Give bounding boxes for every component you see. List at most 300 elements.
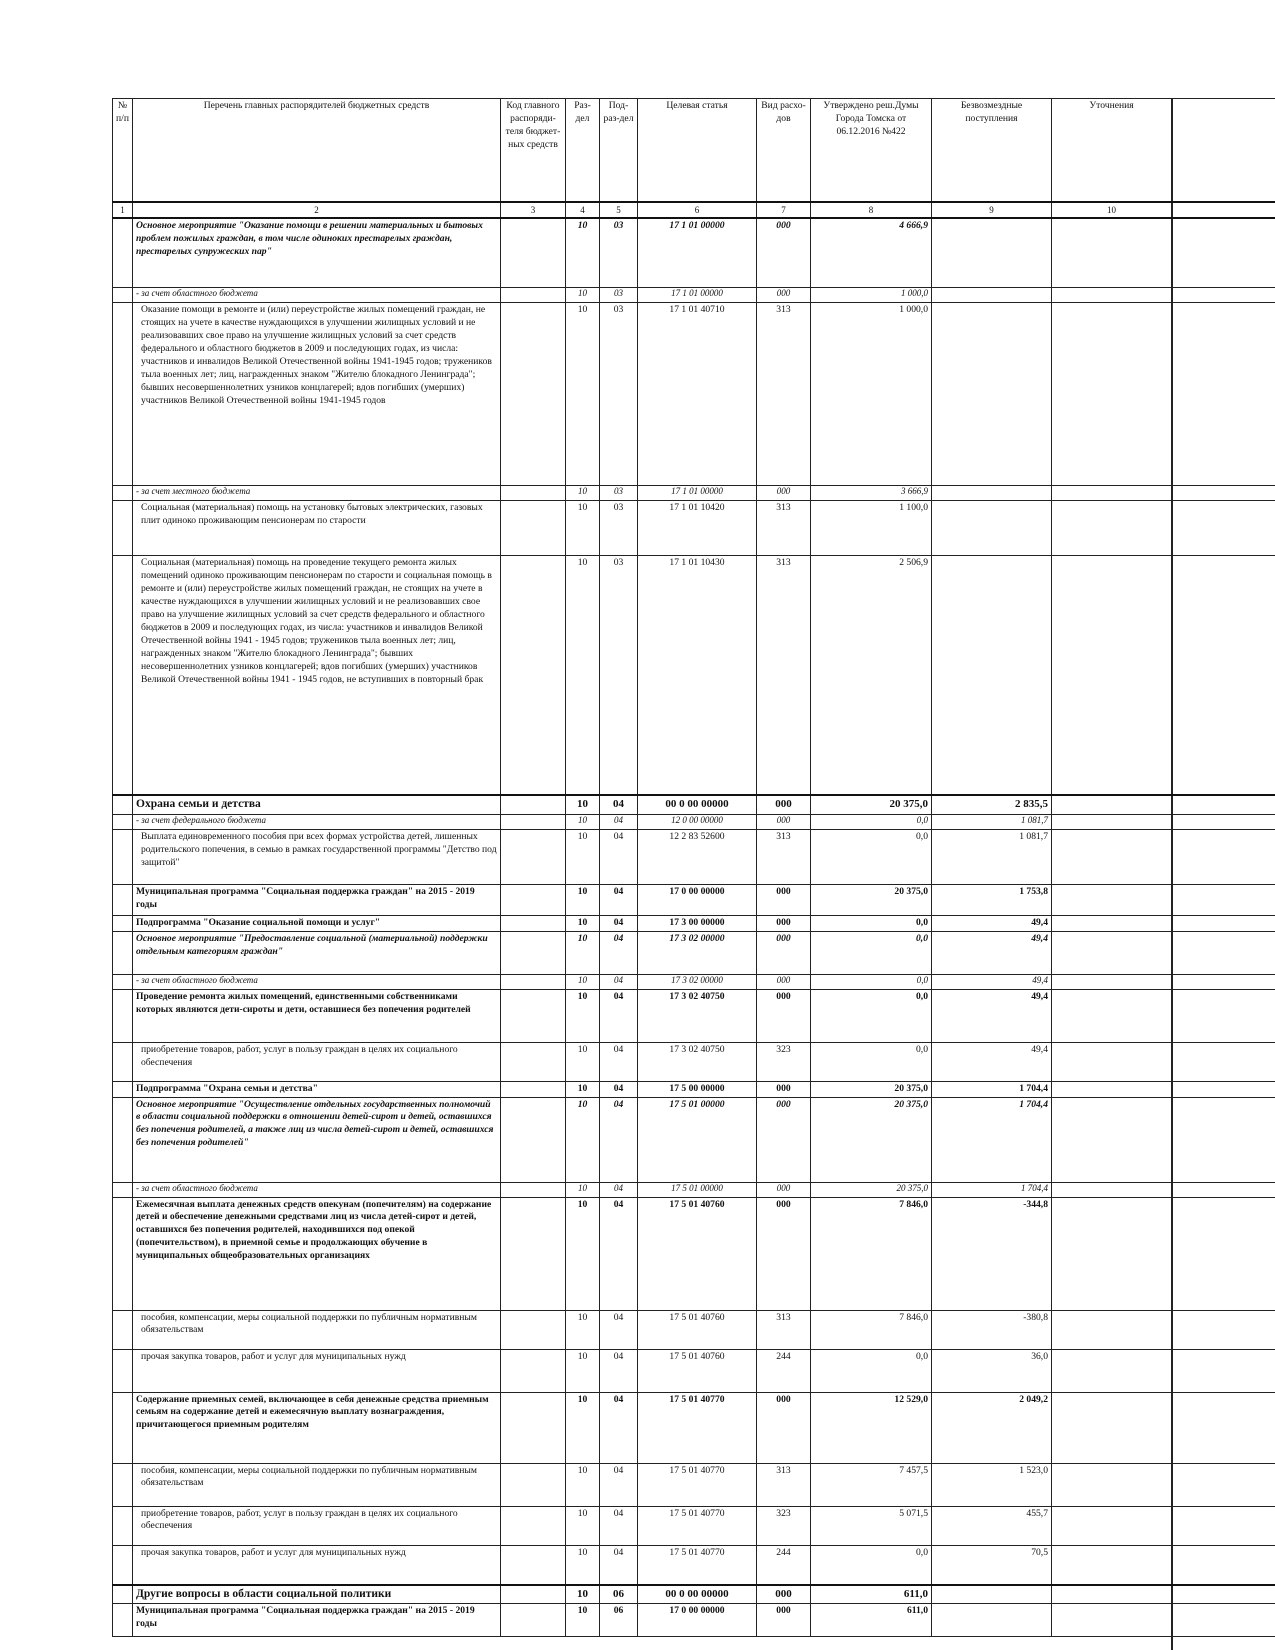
table-row [113, 1585, 1275, 1604]
cell-bezv: -380,8 [932, 1310, 1052, 1349]
cell-num [113, 1545, 133, 1585]
cell-razd: 10 [566, 501, 600, 556]
cell-name: Основное мероприятие "Осуществление отдельных государственных полномочий в области социальной поддержки в отношении детей-сирот и детей, оставшихся без попечения родителей, а также лиц из числа детей-сирот и детей, оставшихся без попечения родителей" [133, 1097, 501, 1182]
cell-cs: 17 3 02 40750 [638, 989, 757, 1042]
cell-name: Основное мероприятие "Оказание помощи в решении материальных и бытовых проблем пожилых граждан, в том числе одиноких престарелых граждан, престарелых супружеских пар" [133, 218, 501, 288]
table-body [113, 218, 1275, 1636]
cell-razd: 10 [566, 1081, 600, 1097]
cell-cs: 17 1 01 00000 [638, 218, 757, 288]
cell-extra [1172, 1463, 1275, 1506]
cell-utoch [1052, 1545, 1172, 1585]
cell-num [113, 1310, 133, 1349]
cell-cs: 17 5 01 40760 [638, 1197, 757, 1310]
cell-utoch [1052, 1349, 1172, 1392]
cell-code [501, 486, 566, 501]
cell-num [113, 1604, 133, 1637]
cell-utv: 0,0 [811, 1042, 932, 1081]
cell-cs: 17 3 02 00000 [638, 974, 757, 989]
cell-bezv [932, 556, 1052, 796]
cell-utv: 0,0 [811, 931, 932, 974]
cell-bezv: 70,5 [932, 1545, 1052, 1585]
cell-extra [1172, 1392, 1275, 1463]
cell-name: - за счет местного бюджета [133, 486, 501, 501]
cell-razd: 10 [566, 795, 600, 814]
cell-extra [1172, 1545, 1275, 1585]
table-row [113, 1349, 1275, 1392]
cell-utv: 0,0 [811, 974, 932, 989]
cell-vr: 000 [757, 795, 811, 814]
cell-podr: 03 [600, 486, 638, 501]
cell-utoch [1052, 1392, 1172, 1463]
colnum-9: 9 [932, 202, 1052, 218]
table-row [113, 931, 1275, 974]
cell-cs: 17 1 01 00000 [638, 288, 757, 303]
cell-code [501, 1506, 566, 1545]
cell-razd: 10 [566, 931, 600, 974]
cell-utv: 7 846,0 [811, 1197, 932, 1310]
cell-num [113, 303, 133, 486]
table-row [113, 288, 1275, 303]
cell-bezv: 1 753,8 [932, 884, 1052, 915]
table-row [113, 486, 1275, 501]
cell-num [113, 931, 133, 974]
cell-num [113, 884, 133, 915]
cell-vr: 000 [757, 1604, 811, 1637]
cell-razd: 10 [566, 1310, 600, 1349]
cell-utoch [1052, 1310, 1172, 1349]
cell-podr: 04 [600, 1545, 638, 1585]
cell-bezv: 36,0 [932, 1349, 1052, 1392]
cell-num [113, 915, 133, 931]
budget-table-page [112, 98, 1275, 1637]
cell-utv: 3 666,9 [811, 486, 932, 501]
cell-podr: 04 [600, 1392, 638, 1463]
cell-razd: 10 [566, 1042, 600, 1081]
cell-bezv [932, 486, 1052, 501]
cell-cs: 17 3 02 40750 [638, 1042, 757, 1081]
header-extra [1172, 99, 1275, 203]
colnum-5: 5 [600, 202, 638, 218]
cell-utv: 0,0 [811, 915, 932, 931]
cell-num [113, 1585, 133, 1604]
cell-num [113, 486, 133, 501]
cell-code [501, 884, 566, 915]
cell-utv: 0,0 [811, 829, 932, 884]
cell-podr: 03 [600, 218, 638, 288]
cell-name: пособия, компенсации, меры социальной поддержки по публичным нормативным обязательствам [133, 1463, 501, 1506]
cell-cs: 17 3 02 00000 [638, 931, 757, 974]
cell-podr: 04 [600, 1349, 638, 1392]
cell-extra [1172, 1042, 1275, 1081]
table-row [113, 1506, 1275, 1545]
cell-name: Выплата единовременного пособия при всех формах устройства детей, лишенных родительского попечения, в семью в рамках государственной программы "Детство под защитой" [133, 829, 501, 884]
colnum-10: 10 [1052, 202, 1172, 218]
table-row [113, 1392, 1275, 1463]
table-row [113, 1182, 1275, 1197]
cell-vr: 000 [757, 884, 811, 915]
cell-utoch [1052, 501, 1172, 556]
cell-extra [1172, 1349, 1275, 1392]
cell-bezv [932, 1585, 1052, 1604]
cell-name: Охрана семьи и детства [133, 795, 501, 814]
cell-vr: 313 [757, 556, 811, 796]
cell-cs: 17 5 01 40770 [638, 1545, 757, 1585]
cell-razd: 10 [566, 1197, 600, 1310]
cell-extra [1172, 1097, 1275, 1182]
cell-num [113, 1197, 133, 1310]
cell-podr: 04 [600, 1182, 638, 1197]
cell-utv: 12 529,0 [811, 1392, 932, 1463]
cell-cs: 17 1 01 00000 [638, 486, 757, 501]
cell-podr: 04 [600, 1506, 638, 1545]
cell-name: Ежемесячная выплата денежных средств опекунам (попечителям) на содержание детей и обеспечение денежными средствами лиц из числа детей-сирот и детей, оставшихся без попечения родителей, находившихся под опекой (попечительством), в приемной семье и продолжающих обучение в муниципальных общеобразовательных организациях [133, 1197, 501, 1310]
cell-utoch [1052, 931, 1172, 974]
cell-cs: 17 0 00 00000 [638, 1604, 757, 1637]
cell-utoch [1052, 1042, 1172, 1081]
cell-vr: 244 [757, 1545, 811, 1585]
cell-razd: 10 [566, 1182, 600, 1197]
header-row [113, 99, 1275, 203]
cell-utv: 611,0 [811, 1604, 932, 1637]
cell-code [501, 1545, 566, 1585]
cell-razd: 10 [566, 1545, 600, 1585]
cell-razd: 10 [566, 814, 600, 829]
cell-code [501, 814, 566, 829]
cell-code [501, 829, 566, 884]
cell-cs: 17 1 01 10420 [638, 501, 757, 556]
cell-razd: 10 [566, 1097, 600, 1182]
cell-extra [1172, 829, 1275, 884]
cell-code [501, 931, 566, 974]
cell-num [113, 1463, 133, 1506]
header-clarifications: Уточнения [1052, 99, 1172, 203]
cell-utv: 2 506,9 [811, 556, 932, 796]
cell-cs: 00 0 00 00000 [638, 1585, 757, 1604]
cell-name: приобретение товаров, работ, услуг в пользу граждан в целях их социального обеспечения [133, 1042, 501, 1081]
cell-name: пособия, компенсации, меры социальной поддержки по публичным нормативным обязательствам [133, 1310, 501, 1349]
colnum-11 [1172, 202, 1275, 218]
cell-extra [1172, 1081, 1275, 1097]
cell-code [501, 303, 566, 486]
table-row [113, 1042, 1275, 1081]
cell-bezv: 2 835,5 [932, 795, 1052, 814]
cell-bezv: 2 049,2 [932, 1392, 1052, 1463]
cell-razd: 10 [566, 288, 600, 303]
cell-utoch [1052, 814, 1172, 829]
cell-num [113, 288, 133, 303]
cell-razd: 10 [566, 1585, 600, 1604]
cell-cs: 17 5 01 40770 [638, 1506, 757, 1545]
cell-bezv [932, 288, 1052, 303]
cell-num [113, 1042, 133, 1081]
cell-utv: 0,0 [811, 1349, 932, 1392]
cell-podr: 03 [600, 288, 638, 303]
cell-extra [1172, 1585, 1275, 1604]
cell-razd: 10 [566, 1463, 600, 1506]
table-row [113, 829, 1275, 884]
cell-name: Оказание помощи в ремонте и (или) переустройстве жилых помещений граждан, не стоящих на учете в качестве нуждающихся в улучшении жилищных условий и не реализовавших свое право на улучшение жилищных условий за счет средств федерального и областного бюджетов в 2009 и последующих годах, из числа: участников и инвалидов Великой Отечественной войны 1941-1945 годов; тружеников тыла военных лет; лиц, награжденных знаком "Жителю блокадного Ленинграда"; бывших несовершеннолетних узников концлагерей; вдов погибших (умерших) участников Великой Отечественной войны 1941-1945 годов [133, 303, 501, 486]
cell-vr: 000 [757, 974, 811, 989]
cell-extra [1172, 486, 1275, 501]
cell-vr: 000 [757, 1585, 811, 1604]
cell-bezv: 49,4 [932, 989, 1052, 1042]
cell-podr: 04 [600, 829, 638, 884]
cell-name: - за счет областного бюджета [133, 1182, 501, 1197]
cell-vr: 000 [757, 486, 811, 501]
cell-utv: 7 457,5 [811, 1463, 932, 1506]
table-row [113, 1463, 1275, 1506]
cell-extra [1172, 884, 1275, 915]
budget-table [112, 98, 1275, 1637]
cell-utv: 5 071,5 [811, 1506, 932, 1545]
cell-num [113, 1182, 133, 1197]
cell-extra [1172, 974, 1275, 989]
cell-extra [1172, 288, 1275, 303]
table-row [113, 1310, 1275, 1349]
cell-cs: 17 5 00 00000 [638, 1081, 757, 1097]
cell-razd: 10 [566, 829, 600, 884]
cell-cs: 17 3 00 00000 [638, 915, 757, 931]
cell-vr: 323 [757, 1042, 811, 1081]
header-section: Раз-дел [566, 99, 600, 203]
colnum-1: 1 [113, 202, 133, 218]
cell-name: - за счет федерального бюджета [133, 814, 501, 829]
cell-utv: 20 375,0 [811, 795, 932, 814]
header-gratuitous: Безвозмездные поступления [932, 99, 1052, 203]
header-approved: Утверждено реш.Думы Города Томска от 06.12.2016 №422 [811, 99, 932, 203]
cell-code [501, 974, 566, 989]
header-subsection: Под-раз-дел [600, 99, 638, 203]
cell-utoch [1052, 1463, 1172, 1506]
cell-extra [1172, 1197, 1275, 1310]
cell-name: прочая закупка товаров, работ и услуг для муниципальных нужд [133, 1545, 501, 1585]
cell-extra [1172, 1604, 1275, 1637]
cell-num [113, 1097, 133, 1182]
cell-name: Подпрограмма "Охрана семьи и детства" [133, 1081, 501, 1097]
cell-podr: 04 [600, 1310, 638, 1349]
cell-code [501, 1585, 566, 1604]
table-row [113, 1081, 1275, 1097]
cell-bezv: 49,4 [932, 1042, 1052, 1081]
column-number-row [113, 202, 1275, 218]
cell-podr: 03 [600, 501, 638, 556]
cell-name: Содержание приемных семей, включающее в себя денежные средства приемным семьям на содержание детей и ежемесячную выплату вознаграждения, причитающегося приемным родителям [133, 1392, 501, 1463]
cell-podr: 04 [600, 931, 638, 974]
cell-vr: 313 [757, 829, 811, 884]
header-expense-type: Вид расхо-дов [757, 99, 811, 203]
cell-utv: 7 846,0 [811, 1310, 932, 1349]
cell-bezv: 1 704,4 [932, 1182, 1052, 1197]
cell-code [501, 795, 566, 814]
colnum-7: 7 [757, 202, 811, 218]
colnum-6: 6 [638, 202, 757, 218]
cell-utoch [1052, 218, 1172, 288]
table-row [113, 1097, 1275, 1182]
cell-extra [1172, 915, 1275, 931]
cell-extra [1172, 989, 1275, 1042]
cell-vr: 000 [757, 814, 811, 829]
cell-num [113, 989, 133, 1042]
cell-bezv: 1 081,7 [932, 829, 1052, 884]
cell-vr: 000 [757, 288, 811, 303]
cell-cs: 17 5 01 40760 [638, 1349, 757, 1392]
cell-bezv: 49,4 [932, 915, 1052, 931]
cell-utoch [1052, 1585, 1172, 1604]
cell-name: Социальная (материальная) помощь на проведение текущего ремонта жилых помещений одиноко проживающим пенсионерам по старости и социальная помощь в ремонте и (или) переустройстве жилых помещений граждан, не стоящих на учете в качестве нуждающихся в улучшении жилищных условий и не реализовавших свое право на улучшение жилищных условий за счет средств федерального и областного бюджетов в 2009 и последующих годах, из числа: участников и инвалидов Великой Отечественной войны 1941 - 1945 годов; тружеников тыла военных лет; лиц, награжденных знаком "Жителю блокадного Ленинграда"; бывших несовершеннолетних узников концлагерей; вдов погибших (умерших) участников Великой Отечественной войны 1941 - 1945 годов, не вступивших в повторный брак [133, 556, 501, 796]
cell-utoch [1052, 1197, 1172, 1310]
cell-utoch [1052, 556, 1172, 796]
cell-razd: 10 [566, 884, 600, 915]
cell-code [501, 989, 566, 1042]
cell-name: Другие вопросы в области социальной политики [133, 1585, 501, 1604]
cell-extra [1172, 1182, 1275, 1197]
cell-vr: 313 [757, 501, 811, 556]
cell-code [501, 1081, 566, 1097]
cell-code [501, 556, 566, 796]
cell-cs: 00 0 00 00000 [638, 795, 757, 814]
cell-num [113, 795, 133, 814]
table-row [113, 1197, 1275, 1310]
cell-bezv: 1 704,4 [932, 1097, 1052, 1182]
cell-vr: 000 [757, 1392, 811, 1463]
cell-cs: 17 5 01 00000 [638, 1097, 757, 1182]
cell-utoch [1052, 1506, 1172, 1545]
cell-utoch [1052, 486, 1172, 501]
cell-vr: 000 [757, 989, 811, 1042]
cell-podr: 04 [600, 1097, 638, 1182]
table-row [113, 1604, 1275, 1637]
cell-podr: 04 [600, 884, 638, 915]
cell-utoch [1052, 1081, 1172, 1097]
header-target-article: Целевая статья [638, 99, 757, 203]
table-row [113, 814, 1275, 829]
cell-utv: 0,0 [811, 814, 932, 829]
cell-utoch [1052, 915, 1172, 931]
cell-utoch [1052, 829, 1172, 884]
cell-cs: 12 0 00 00000 [638, 814, 757, 829]
cell-razd: 10 [566, 915, 600, 931]
cell-extra [1172, 1310, 1275, 1349]
cell-podr: 04 [600, 1463, 638, 1506]
cell-razd: 10 [566, 1506, 600, 1545]
cell-bezv: 1 704,4 [932, 1081, 1052, 1097]
cell-name: Социальная (материальная) помощь на установку бытовых электрических, газовых плит одиноко проживающим пенсионерам по старости [133, 501, 501, 556]
cell-vr: 000 [757, 1197, 811, 1310]
cell-vr: 000 [757, 218, 811, 288]
cell-razd: 10 [566, 486, 600, 501]
cell-code [501, 915, 566, 931]
colnum-3: 3 [501, 202, 566, 218]
cell-code [501, 1392, 566, 1463]
cell-podr: 03 [600, 556, 638, 796]
cell-utoch [1052, 974, 1172, 989]
cell-num [113, 1349, 133, 1392]
cell-utoch [1052, 795, 1172, 814]
cell-bezv: 455,7 [932, 1506, 1052, 1545]
cell-code [501, 1182, 566, 1197]
table-row [113, 1545, 1275, 1585]
cell-razd: 10 [566, 556, 600, 796]
cell-utv: 1 100,0 [811, 501, 932, 556]
cell-code [501, 1197, 566, 1310]
cell-utv: 20 375,0 [811, 1182, 932, 1197]
cell-extra [1172, 1506, 1275, 1545]
cell-num [113, 814, 133, 829]
cell-vr: 000 [757, 1097, 811, 1182]
cell-bezv [932, 501, 1052, 556]
cell-bezv [932, 303, 1052, 486]
cell-podr: 04 [600, 974, 638, 989]
cell-name: Основное мероприятие "Предоставление социальной (материальной) поддержки отдельным категориям граждан" [133, 931, 501, 974]
cell-utv: 20 375,0 [811, 884, 932, 915]
cell-code [501, 218, 566, 288]
cell-podr: 06 [600, 1604, 638, 1637]
cell-utoch [1052, 288, 1172, 303]
cell-cs: 17 5 01 40770 [638, 1463, 757, 1506]
cell-extra [1172, 814, 1275, 829]
cell-bezv: 1 523,0 [932, 1463, 1052, 1506]
cell-extra [1172, 218, 1275, 288]
cell-bezv: 49,4 [932, 931, 1052, 974]
cell-name: - за счет областного бюджета [133, 974, 501, 989]
cell-utv: 1 000,0 [811, 303, 932, 486]
cell-cs: 17 1 01 10430 [638, 556, 757, 796]
header-name: Перечень главных распорядителей бюджетных средств [133, 99, 501, 203]
cell-name: Подпрограмма "Оказание социальной помощи и услуг" [133, 915, 501, 931]
cell-num [113, 974, 133, 989]
cell-bezv: 1 081,7 [932, 814, 1052, 829]
cell-cs: 17 0 00 00000 [638, 884, 757, 915]
cell-utoch [1052, 303, 1172, 486]
cell-code [501, 501, 566, 556]
cell-podr: 04 [600, 915, 638, 931]
colnum-2: 2 [133, 202, 501, 218]
cell-num [113, 1392, 133, 1463]
cell-name: Муниципальная программа "Социальная поддержка граждан" на 2015 - 2019 годы [133, 1604, 501, 1637]
cell-razd: 10 [566, 1349, 600, 1392]
cell-bezv [932, 1604, 1052, 1637]
cell-vr: 323 [757, 1506, 811, 1545]
cell-vr: 313 [757, 1463, 811, 1506]
cell-num [113, 1506, 133, 1545]
table-row [113, 915, 1275, 931]
table-row [113, 218, 1275, 288]
cell-name: - за счет областного бюджета [133, 288, 501, 303]
cell-code [501, 1042, 566, 1081]
cell-razd: 10 [566, 1392, 600, 1463]
cell-utoch [1052, 884, 1172, 915]
cell-extra [1172, 795, 1275, 814]
cell-podr: 04 [600, 814, 638, 829]
cell-utv: 20 375,0 [811, 1097, 932, 1182]
cell-podr: 06 [600, 1585, 638, 1604]
cell-code [501, 1604, 566, 1637]
cell-vr: 244 [757, 1349, 811, 1392]
cell-num [113, 218, 133, 288]
cell-vr: 000 [757, 931, 811, 974]
table-row [113, 974, 1275, 989]
cell-num [113, 829, 133, 884]
cell-podr: 04 [600, 795, 638, 814]
table-row [113, 303, 1275, 486]
cell-podr: 04 [600, 1042, 638, 1081]
cell-bezv: -344,8 [932, 1197, 1052, 1310]
cell-cs: 17 5 01 40760 [638, 1310, 757, 1349]
cell-vr: 000 [757, 1081, 811, 1097]
cell-podr: 04 [600, 989, 638, 1042]
header-num: № п/п [113, 99, 133, 203]
table-row [113, 795, 1275, 814]
